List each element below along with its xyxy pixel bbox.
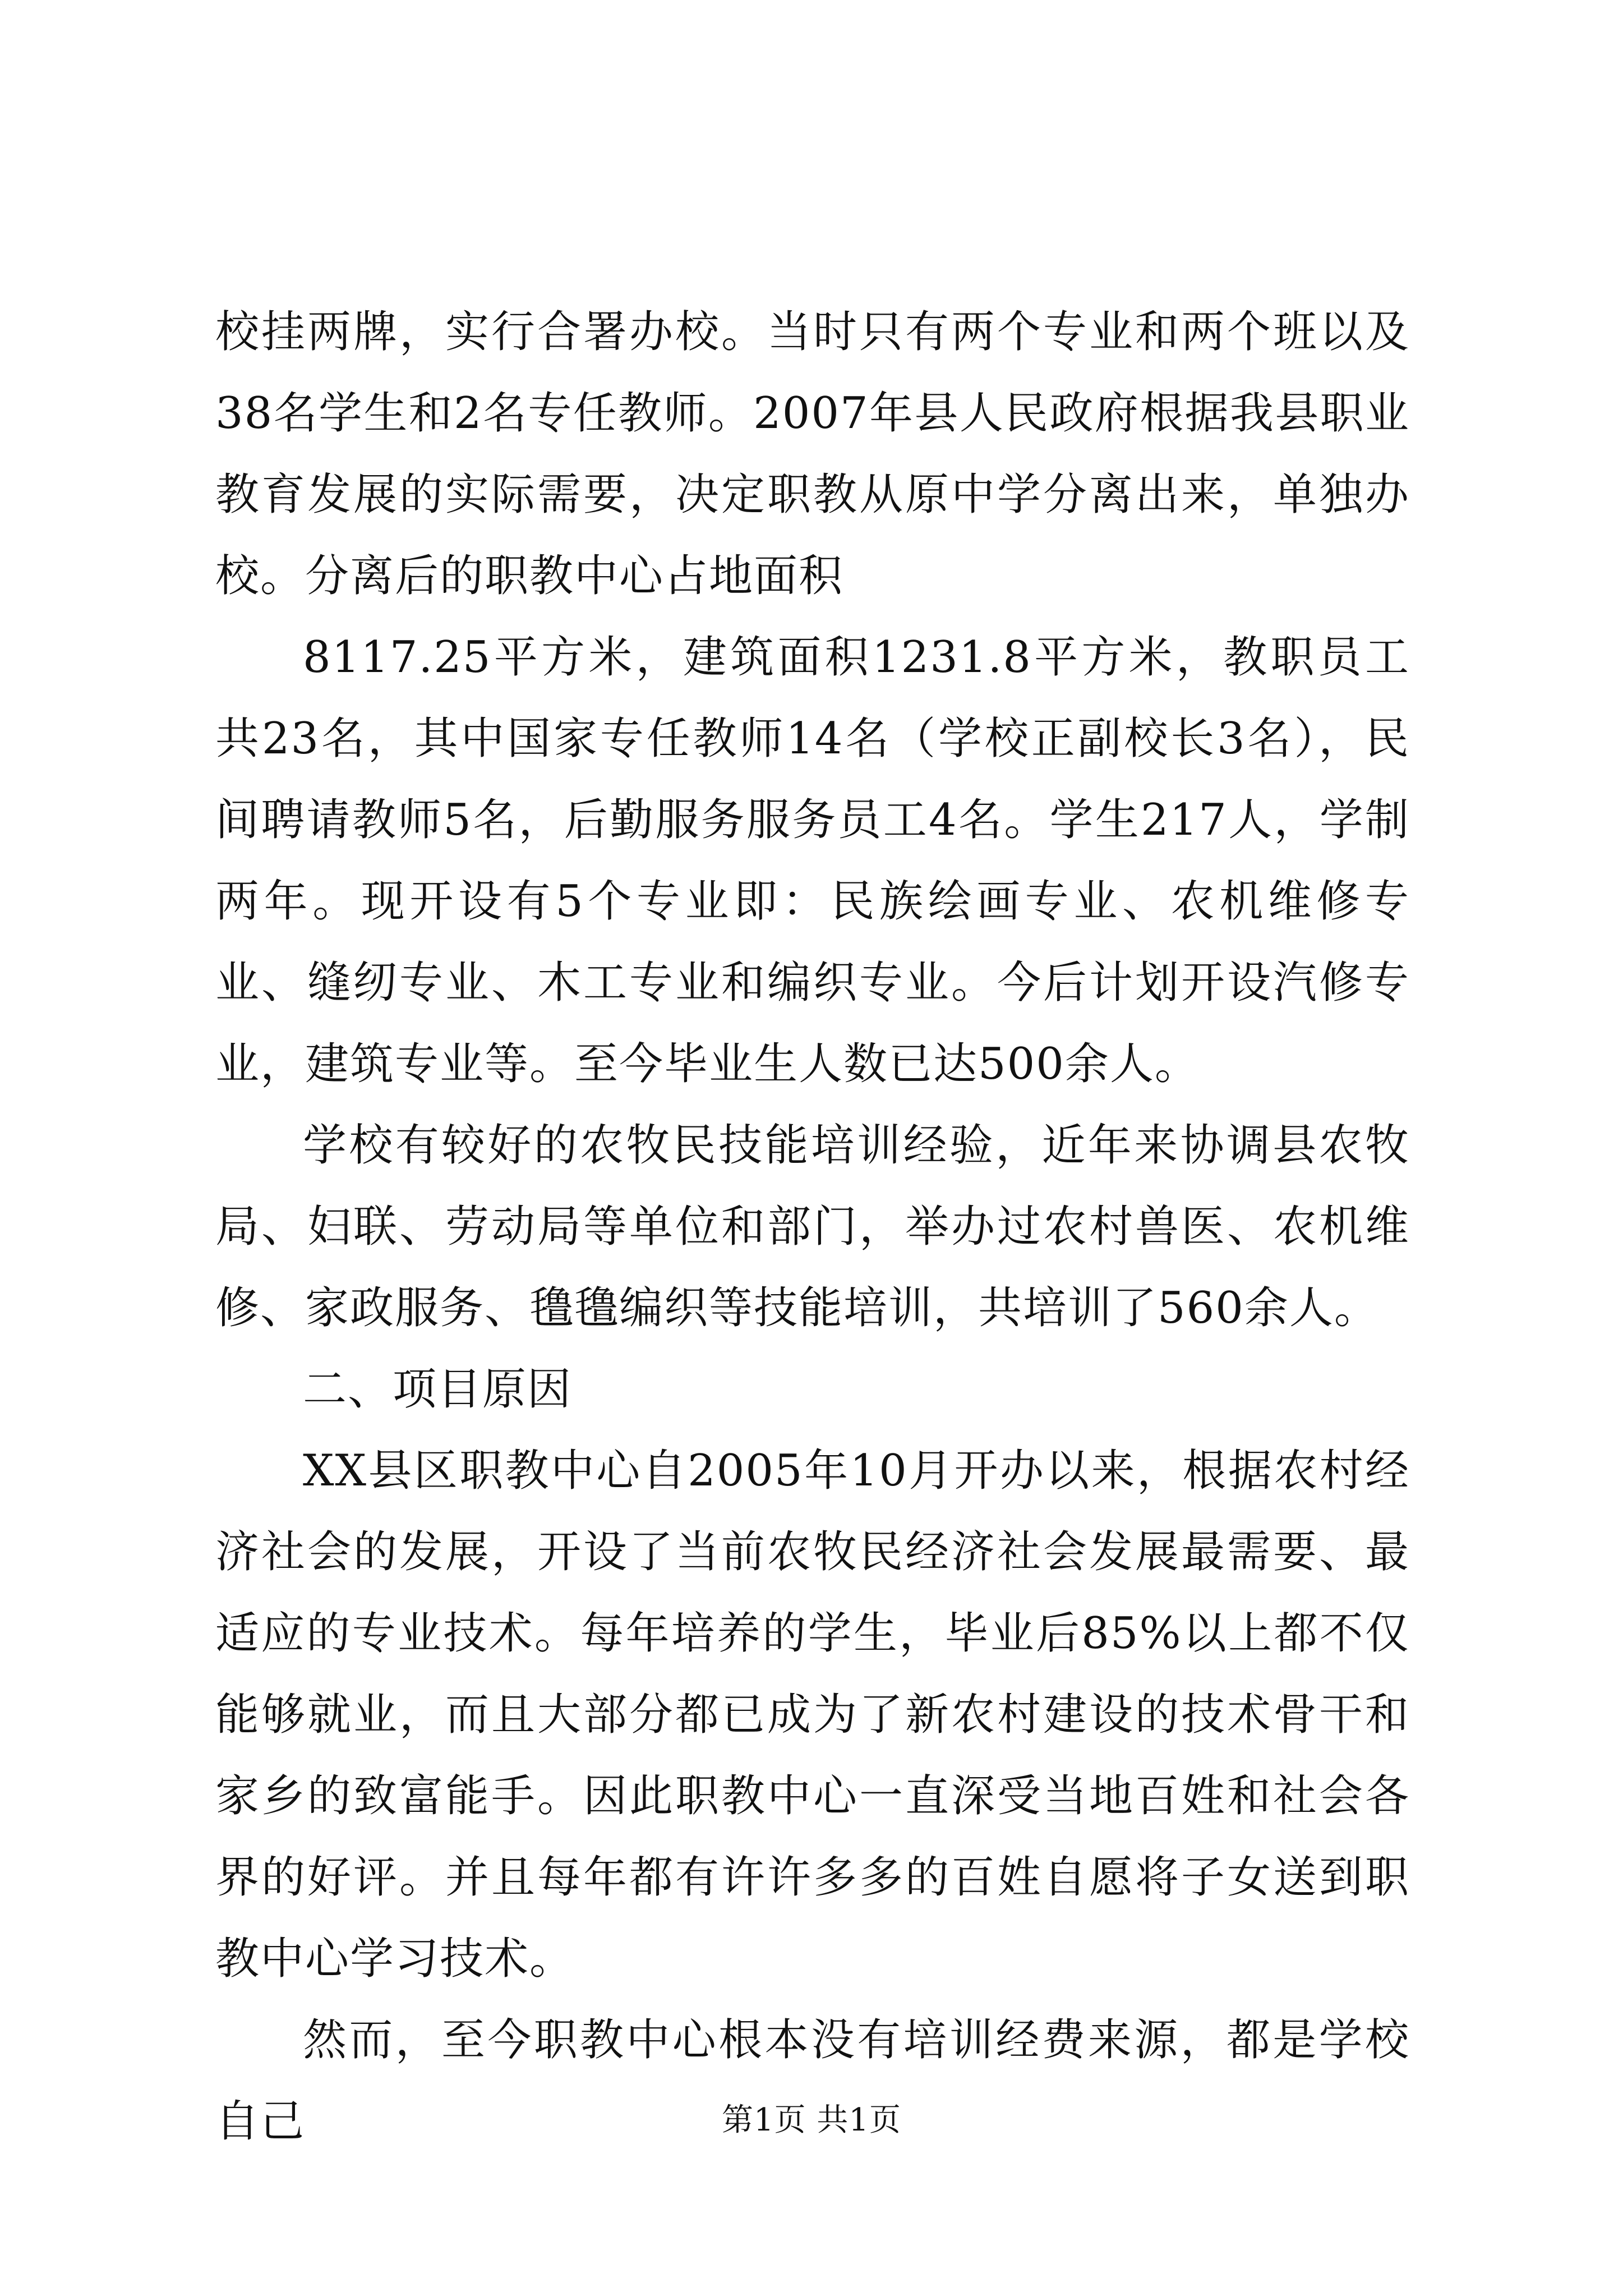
paragraph-4: XX县区职教中心自2005年10月开办以来，根据农村经济社会的发展，开设了当前农牧民经济社会发展最需要、最适应的专业技术。每年培养的学生，毕业后85%以上都不仅能够就业，而且大部分都已成为了新农村建设的技术骨干和家乡的致富能手。因此职教中心一直深受当地百姓和社会各界的好评。并且每年都有许许多多的百姓自愿将子女送到职教中心学习技术。 xyxy=(215,1446,1410,1984)
paragraph-2: 8117.25平方米，建筑面积1231.8平方米，教职员工共23名，其中国家专任教师14名（学校正副校长3名），民间聘请教师5名，后勤服务服务员工4名。学生217人，学制两年。现开设有5个专业即：民族绘画专业、农机维修专业、缝纫专业、木工专业和编织专业。今后计划开设汽修专业，建筑专业等。至今毕业生人数已达500余人。 xyxy=(215,632,1410,1089)
paragraph-5: 然而，至今职教中心根本没有培训经费来源，都是学校自己 xyxy=(215,2015,1410,2147)
page-footer: 第1页 共1页 xyxy=(721,2102,902,2138)
paragraph-1: 校挂两牌，实行合署办校。当时只有两个专业和两个班以及38名学生和2名专任教师。2007年县人民政府根据我县职业教育发展的实际需要，决定职教从原中学分离出来，单独办校。分离后的职教中心占地面积 xyxy=(215,307,1410,601)
body-text xyxy=(215,292,1410,2162)
paragraph-3: 学校有较好的农牧民技能培训经验，近年来协调县农牧局、妇联、劳动局等单位和部门，举办过农村兽医、农机维修、家政服务、氇氇编织等技能培训，共培训了560余人。 xyxy=(215,1120,1410,1333)
section-heading: 二、项目原因 xyxy=(303,1364,573,1415)
